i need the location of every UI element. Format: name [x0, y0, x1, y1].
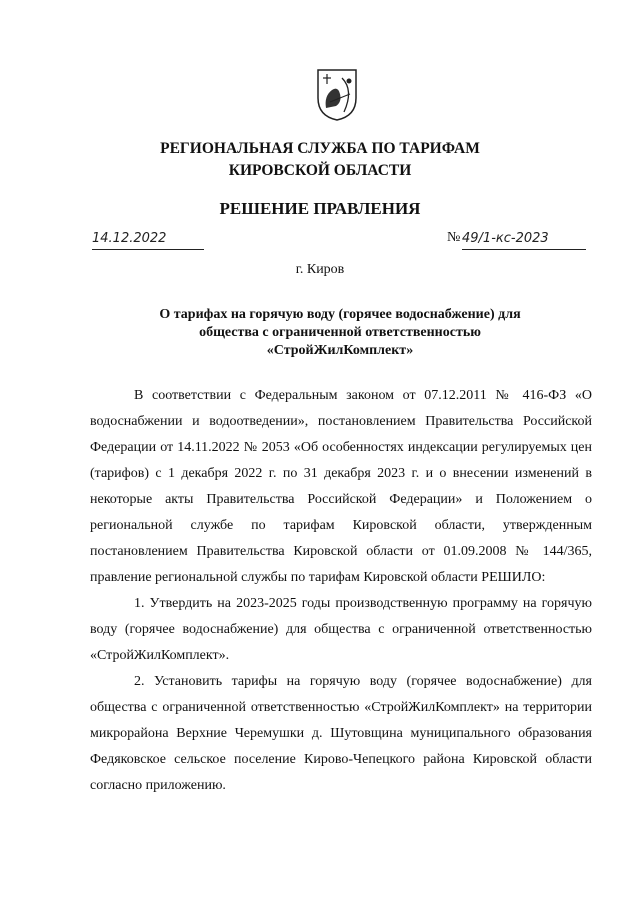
paragraph-item-2: 2. Установить тарифы на горячую воду (горячее водоснабжение) для общества с ограниченной ответственностью «СтройЖилКомплект» на территории микрорайона Верхние Черемушки д. Шутовщина муниципального образования Федяковское сельское поселение Кирово-Чепецкого района Кировской области согласно приложению.	[90, 674, 592, 793]
decision-date: 14.12.2022	[92, 231, 204, 250]
agency-name-line1: РЕГИОНАЛЬНАЯ СЛУЖБА ПО ТАРИФАМ	[160, 140, 480, 157]
city: г. Киров	[295, 262, 345, 277]
subject	[120, 306, 560, 360]
subject-line1: О тарифах на горячую воду (горячее водоснабжение) для	[159, 307, 521, 322]
number-label: №	[447, 230, 461, 245]
agency-name-line2: КИРОВСКОЙ ОБЛАСТИ	[228, 162, 412, 179]
decision-number: 49/1-кс-2023	[462, 231, 586, 250]
document-title: РЕШЕНИЕ ПРАВЛЕНИЯ	[219, 199, 421, 218]
paragraph-item-1: 1. Утвердить на 2023-2025 годы производственную программу на горячую воду (горячее водоснабжение) для общества с ограниченной ответственностью «СтройЖилКомплект».	[90, 596, 592, 663]
subject-line3: «СтройЖилКомплект»	[266, 343, 414, 358]
subject-line2: общества с ограниченной ответственностью	[199, 325, 481, 340]
coat-of-arms-icon	[316, 68, 358, 122]
paragraph-preamble: В соответствии с Федеральным законом от 07.12.2011 № 416-ФЗ «О водоснабжении и водоотведении», постановлением Правительства Российской Федерации от 14.11.2022 № 2053 «Об особенностях индексации регулируемых цен (тарифов) с 1 декабря 2022 г. по 31 декабря 2023 г. и о внесении изменений в некоторые акты Правительства Российской Федерации» и Положением о региональной службе по тарифам Кировской области, утвержденным постановлением Правительства Кировской области от 01.09.2008 № 144/365, правление региональной службы по тарифам Кировской области РЕШИЛО:	[90, 388, 592, 585]
document-body	[90, 383, 592, 799]
